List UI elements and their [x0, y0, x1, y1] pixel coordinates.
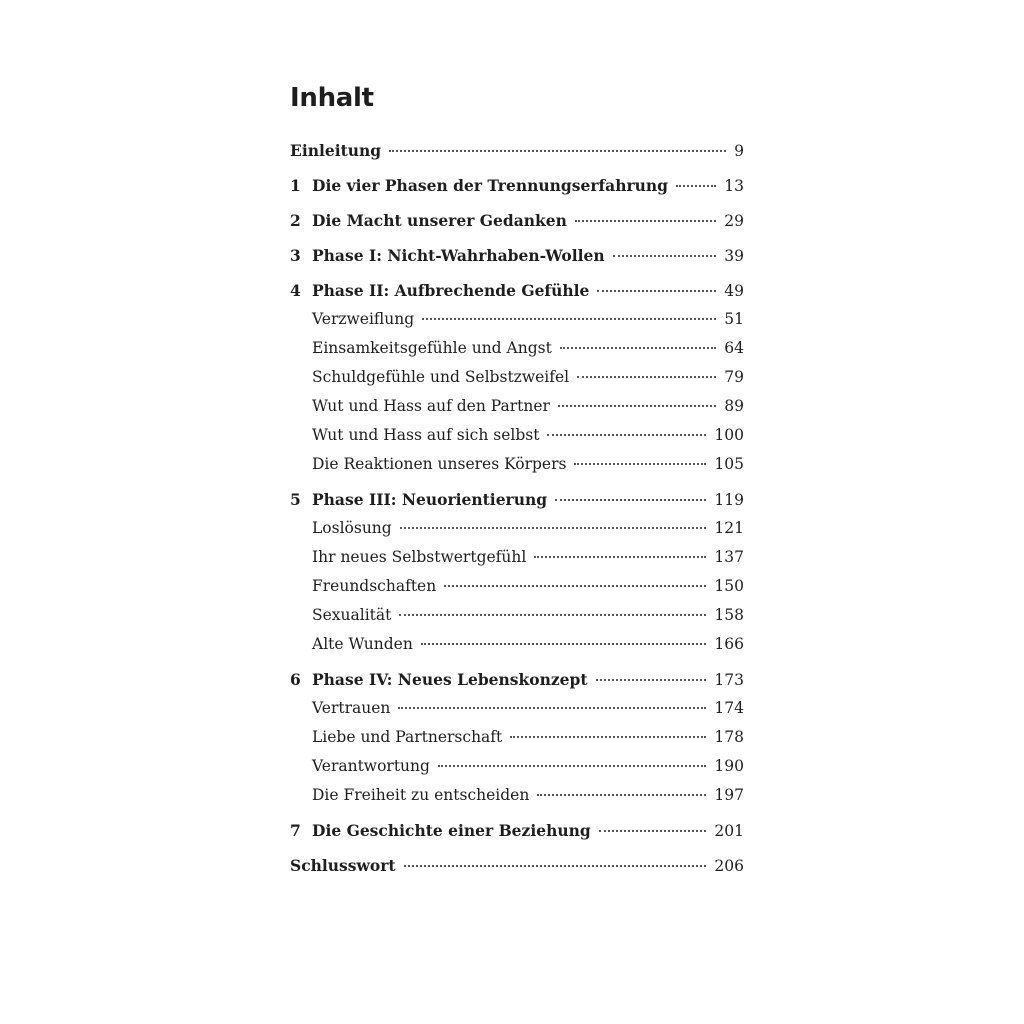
- toc-leader-dots: [399, 613, 706, 616]
- toc-entry: [290, 397, 744, 426]
- toc-entry-page: 105: [714, 455, 744, 473]
- toc-leader-dots: [534, 555, 706, 558]
- toc-leader-dots: [444, 584, 706, 587]
- toc-leader-dots: [547, 433, 706, 436]
- toc-chapter-number: 7: [290, 821, 301, 840]
- toc-leader-dots: [438, 764, 706, 767]
- toc-entry: [290, 281, 744, 310]
- toc-chapter-number: 3: [290, 246, 301, 265]
- toc-entry: [290, 577, 744, 606]
- toc-entry-page: 89: [724, 397, 744, 415]
- toc-entry-page: 173: [714, 671, 744, 689]
- toc-entry-label: Die vier Phasen der Trennungserfahrung: [312, 176, 669, 195]
- toc-entry: [290, 426, 744, 455]
- toc-entry: [290, 728, 744, 757]
- toc-entry-label: Alte Wunden: [312, 635, 413, 653]
- toc-entry-page: 137: [714, 548, 744, 566]
- toc-leader-dots: [421, 642, 707, 645]
- toc-leader-dots: [555, 498, 706, 501]
- toc-entry: [290, 310, 744, 339]
- toc-chapter-number: 4: [290, 281, 301, 300]
- toc-entry: [290, 519, 744, 548]
- toc-entry: [290, 670, 744, 699]
- toc-entry-page: 29: [724, 212, 744, 230]
- toc-entry-label: Einleitung: [290, 141, 382, 160]
- toc-entry-page: 39: [724, 247, 744, 265]
- toc-entry-label: Die Reaktionen unseres Körpers: [312, 455, 567, 473]
- toc-entry-label: Die Macht unserer Gedanken: [312, 211, 567, 230]
- toc-entry-label: Liebe und Partnerschaft: [312, 728, 503, 746]
- toc-chapter-number: 1: [290, 176, 301, 195]
- toc-leader-dots: [398, 706, 706, 709]
- page-title: Inhalt: [290, 83, 374, 113]
- toc-entry-page: 79: [724, 368, 744, 386]
- toc-entry-label: Schlusswort: [290, 856, 396, 875]
- toc-entry-page: 150: [714, 577, 744, 595]
- toc-entry: [290, 141, 744, 170]
- toc-entry: [290, 211, 744, 240]
- toc-entry-label: Die Freiheit zu entscheiden: [312, 786, 530, 804]
- toc-entry-page: 158: [714, 606, 744, 624]
- toc-entry-page: 9: [734, 142, 744, 160]
- toc-entry: [290, 490, 744, 519]
- toc-leader-dots: [574, 462, 706, 465]
- toc-entry-label: Verzweiflung: [312, 310, 415, 328]
- toc-entry-label: Phase II: Aufbrechende Gefühle: [312, 281, 590, 300]
- toc-leader-dots: [575, 219, 716, 222]
- toc-leader-dots: [510, 735, 706, 738]
- toc-entry-label: Die Geschichte einer Beziehung: [312, 821, 591, 840]
- toc-entry-label: Wut und Hass auf sich selbst: [312, 426, 540, 444]
- toc-entry: [290, 786, 744, 815]
- toc-leader-dots: [613, 254, 717, 257]
- toc-leader-dots: [558, 404, 716, 407]
- toc-leader-dots: [422, 317, 716, 320]
- toc-leader-dots: [577, 375, 716, 378]
- toc-entry: [290, 455, 744, 484]
- toc-entry: [290, 548, 744, 577]
- toc-leader-dots: [599, 829, 707, 832]
- toc-entry-page: 201: [714, 822, 744, 840]
- toc-entry: [290, 635, 744, 664]
- toc-entry-label: Ihr neues Selbstwertgefühl: [312, 548, 527, 566]
- toc-entry-label: Loslösung: [312, 519, 392, 537]
- toc-entry-page: 190: [714, 757, 744, 775]
- toc-entry: [290, 757, 744, 786]
- toc-entry-page: 174: [714, 699, 744, 717]
- toc-leader-dots: [676, 184, 716, 187]
- toc-entry-label: Phase I: Nicht-Wahrhaben-Wollen: [312, 246, 605, 265]
- toc-leader-dots: [404, 864, 707, 867]
- toc-entry-label: Einsamkeitsgefühle und Angst: [312, 339, 552, 357]
- toc-entry: [290, 339, 744, 368]
- toc-entry-label: Phase III: Neuorientierung: [312, 490, 548, 509]
- toc-entry-label: Freundschaften: [312, 577, 437, 595]
- toc-chapter-number: 2: [290, 211, 301, 230]
- toc-entry: [290, 699, 744, 728]
- toc-leader-dots: [597, 289, 716, 292]
- toc-entry-page: 49: [724, 282, 744, 300]
- toc-entry-label: Verantwortung: [312, 757, 430, 775]
- toc-chapter-number: 6: [290, 670, 301, 689]
- toc-entry-page: 178: [714, 728, 744, 746]
- toc-leader-dots: [400, 526, 707, 529]
- toc-entry-page: 13: [724, 177, 744, 195]
- toc-entry-page: 121: [714, 519, 744, 537]
- toc-entry-page: 206: [714, 857, 744, 875]
- toc-leader-dots: [560, 346, 716, 349]
- toc-entry-page: 119: [714, 491, 744, 509]
- toc-entry: [290, 246, 744, 275]
- toc-entry-page: 100: [714, 426, 744, 444]
- toc-entry: [290, 368, 744, 397]
- toc-entry: [290, 821, 744, 850]
- toc-entry: [290, 606, 744, 635]
- toc-leader-dots: [596, 678, 707, 681]
- toc-leader-dots: [389, 149, 726, 152]
- table-of-contents: [290, 141, 744, 885]
- toc-entry-page: 51: [724, 310, 744, 328]
- toc-entry-label: Schuldgefühle und Selbstzweifel: [312, 368, 570, 386]
- toc-leader-dots: [537, 793, 706, 796]
- toc-entry-page: 166: [714, 635, 744, 653]
- toc-entry-label: Wut und Hass auf den Partner: [312, 397, 550, 415]
- toc-entry-page: 64: [724, 339, 744, 357]
- toc-entry-label: Sexualität: [312, 606, 392, 624]
- toc-entry: [290, 176, 744, 205]
- toc-entry-label: Phase IV: Neues Lebenskonzept: [312, 670, 588, 689]
- toc-entry-page: 197: [714, 786, 744, 804]
- toc-chapter-number: 5: [290, 490, 301, 509]
- toc-entry: [290, 856, 744, 885]
- toc-entry-label: Vertrauen: [312, 699, 391, 717]
